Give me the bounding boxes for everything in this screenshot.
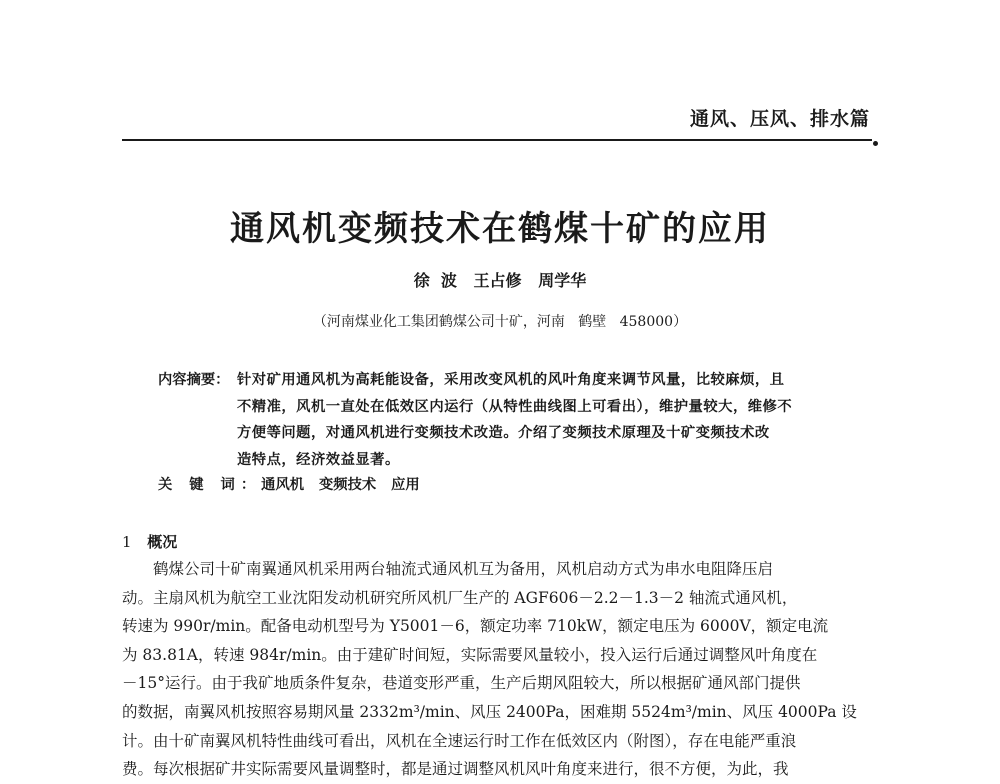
keywords-label: 关 键 词： — [158, 477, 262, 493]
body-line: 鹤煤公司十矿南翼通风机采用两台轴流式通风机互为备用，风机启动方式为串水电阻降压启 — [153, 560, 774, 578]
article-authors: 徐 波 王占修 周学华 — [413, 271, 587, 290]
body-line: 为 83.81A，转速 984r/min。由于建矿时间短，实际需要风量较小，投入运行后通过调整风叶角度在 — [122, 645, 818, 664]
body-line: 计。由十矿南翼风机特性曲线可看出，风机在全速运行时工作在低效区内（附图），存在电能严重浪 — [122, 731, 797, 750]
abstract-line: 造特点，经济效益显著。 — [237, 451, 400, 468]
section-header: 通风、压风、排水篇 — [689, 108, 870, 130]
section-number: 1 — [122, 533, 132, 551]
body-line: －15°运行。由于我矿地质条件复杂，巷道变形严重，生产后期风阻较大，所以根据矿通风部门提供 — [122, 674, 801, 693]
abstract-label: 内容摘要： — [158, 372, 230, 388]
body-line: 转速为 990r/min。配备电动机型号为 Y5001－6，额定功率 710kW，额定电压为 6000V，额定电流 — [122, 617, 829, 636]
body-paragraph — [122, 555, 882, 784]
abstract-line: 方便等问题，对通风机进行变频技术改造。介绍了变频技术原理及十矿变频技术改 — [237, 425, 770, 441]
keywords-text: 通风机 变频技术 应用 — [261, 477, 420, 493]
section-title: 概况 — [147, 533, 178, 551]
article-affiliation: （河南煤业化工集团鹤煤公司十矿，河南 鹤壁 458000） — [312, 314, 688, 330]
header-rule — [122, 139, 872, 141]
abstract-line: 针对矿用通风机为高耗能设备，采用改变风机的风叶角度来调节风量，比较麻烦，且 — [237, 372, 785, 388]
header-rule-dot — [873, 141, 878, 146]
body-line: 的数据，南翼风机按照容易期风量 2332m³/min、风压 2400Pa，困难期 5524m³/min、风压 4000Pa 设 — [122, 702, 857, 721]
body-line: 费。每次根据矿井实际需要风量调整时，都是通过调整风机风叶角度来进行，很不方便，为此，我 — [122, 760, 789, 779]
abstract-line: 不精准，风机一直处在低效区内运行（从特性曲线图上可看出），维护量较大，维修不 — [237, 398, 793, 415]
section-heading — [122, 531, 177, 552]
abstract-text — [237, 367, 877, 473]
article-title: 通风机变频技术在鹤煤十矿的应用 — [230, 209, 770, 249]
body-line: 动。主扇风机为航空工业沈阳发动机研究所风机厂生产的 AGF606－2.2－1.3－2 轴流式通风机， — [122, 588, 798, 607]
keywords — [158, 474, 420, 494]
